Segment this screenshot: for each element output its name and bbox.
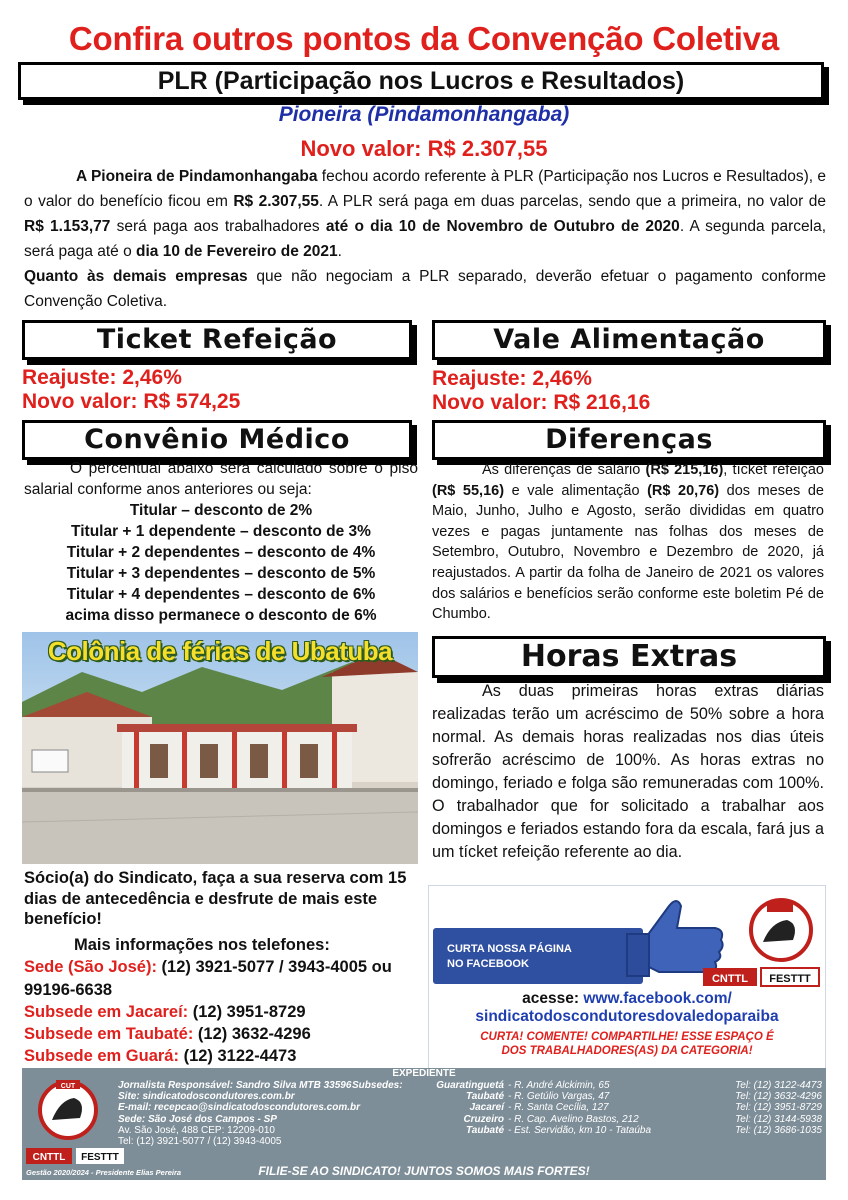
svg-text:FESTTT: FESTTT (81, 1152, 119, 1163)
svg-text:FESTTT: FESTTT (769, 973, 811, 985)
ticket-values (22, 366, 240, 414)
facebook-like-banner[interactable]: CURTA NOSSA PÁGINA NO FACEBOOK (433, 928, 643, 984)
socio-reserva-note: Sócio(a) do Sindicato, faça a sua reserva com 15 dias de antecedência e desfrute de mais este benefício! (24, 869, 407, 928)
subsede-row: Taubaté - R. Getúlio Vargas, 47 Tel: (12) 3632-4296 (466, 1091, 822, 1103)
colonia-caption: Colônia de férias de Ubatuba (47, 636, 393, 666)
footer-heading: EXPEDIENTE (392, 1068, 456, 1079)
subsedes-label: Subsedes: (352, 1080, 403, 1091)
footer-gestao: Gestão 2020/2024 - Presidente Elias Pereira (26, 1168, 182, 1177)
subsede-row: Cruzeiro - R. Cap. Avelino Bastos, 212 Tel: (12) 3144-5938 (463, 1113, 822, 1125)
union-logos (701, 896, 821, 992)
sindicato-logo (38, 1076, 98, 1144)
convenio-text (24, 458, 418, 626)
vale-alimentacao-title: Vale Alimentação (432, 320, 826, 360)
convenio-line: Titular + 2 dependentes – desconto de 4% (66, 544, 376, 561)
plr-section-title: PLR (Participação nos Lucros e Resultados) (18, 62, 824, 100)
convenio-line: Titular + 3 dependentes – desconto de 5% (66, 565, 376, 582)
horas-extras-title: Horas Extras (432, 636, 826, 678)
contact-taubate: Subsede em Taubaté: (12) 3632-4296 (24, 1025, 311, 1044)
ticket-reajuste: Reajuste: 2,46% (22, 366, 182, 389)
svg-text:CNTTL: CNTTL (711, 973, 749, 985)
subsede-row: Taubaté - Est. Servidão, km 10 - Tataúba Tel: (12) 3686-1035 (466, 1124, 822, 1136)
diferencas-title: Diferenças (432, 420, 826, 460)
diferencas-text: As diferenças de salário (R$ 215,16), tícket refeição (R$ 55,16) e vale alimentação (R$ 20,76) dos meses de Maio, Junho, Julho e Agosto, serão divididas em quatro vezes e pagas juntamente nas folhas dos meses de Setembro, Outubro, Novembro e Dezembro de 2020, já reajustados. A partir da folha de Janeiro de 2021 os valores dos salários e benefícios serão conforme este boletim Pé de Chumbo. (432, 462, 824, 623)
colonia-photo (22, 632, 418, 864)
vale-values (432, 367, 650, 415)
facebook-url[interactable]: acesse: www.facebook.com/ sindicatodoscondutoresdovaledoparaiba (475, 990, 779, 1025)
convenio-intro: O percentual abaixo será calculado sobre o piso salarial conforme anos anteriores ou seja: (24, 460, 418, 498)
svg-text:CNTTL: CNTTL (32, 1152, 66, 1163)
contact-guara: Subsede em Guará: (12) 3122-4473 (24, 1047, 297, 1066)
plr-company-name: Pioneira (Pindamonhangaba) (278, 103, 570, 126)
vale-reajuste: Reajuste: 2,46% (432, 367, 592, 390)
subsede-row: Jacareí - R. Santa Cecília, 127 Tel: (12) 3951-8729 (469, 1102, 822, 1114)
footer-badges (26, 1146, 126, 1166)
convenio-line: acima disso permanece o desconto de 6% (65, 607, 377, 624)
plr-text (24, 164, 826, 314)
contacts-heading: Mais informações nos telefones: (74, 936, 330, 954)
facebook-cta: CURTA! COMENTE! COMPARTILHE! ESSE ESPAÇO É DOS TRABALHADORES(AS) DA CATEGORIA! (480, 1031, 774, 1057)
vale-novo-valor: Novo valor: R$ 216,16 (432, 391, 651, 414)
contacts (24, 934, 422, 1068)
convenio-line: Titular + 1 dependente – desconto de 3% (71, 523, 371, 540)
footer-expediente (22, 1068, 826, 1180)
plr-new-value: Novo valor: R$ 2.307,55 (300, 136, 548, 161)
plr-paragraph-1: A Pioneira de Pindamonhangaba fechou acordo referente à PLR (Participação nos Lucros e Resultados), e o valor do benefício ficou em R$ 2.307,55. A PLR será paga em duas parcelas, sendo que a primeira, no valor de R$ 1.153,77 será paga aos trabalhadores até o dia 10 de Novembro de Outubro de 2020. A segunda parcela, será paga até o dia 10 de Fevereiro de 2021. (24, 168, 826, 260)
subsede-row: Guaratinguetá - R. André Alckimin, 65 Tel: (12) 3122-4473 (436, 1080, 822, 1091)
contact-jacarei: Subsede em Jacareí: (12) 3951-8729 (24, 1002, 306, 1021)
footer-left-info: Jornalista Responsável: Sandro Silva MTB 33596 Site: sindicatodoscondutores.com.br E-mail: recepcao@sindicatodoscondutores.com.br Sede: São José dos Campos - SP Av. São José, 488 CEP: 12209-010 Tel: (12) 3921-5077 / (12) 3943-4005 (118, 1080, 361, 1148)
convenio-line: Titular – desconto de 2% (129, 502, 313, 519)
plr-paragraph-2: Quanto às demais empresas que não negociam a PLR separado, deverão efetuar o pagamento conforme Convenção Coletiva. (24, 268, 826, 310)
contact-sede: Sede (São José): (12) 3921-5077 / 3943-4005 ou 99196-6638 (24, 958, 392, 999)
ticket-novo-valor: Novo valor: R$ 574,25 (22, 390, 241, 413)
cut-logo (767, 902, 793, 912)
facebook-promo (428, 885, 826, 1069)
convenio-medico-title: Convênio Médico (22, 420, 412, 460)
horas-extras-text: As duas primeiras horas extras diárias realizadas terão um acréscimo de 50% sobre a hora normal. As demais horas realizadas nos dias úteis sofrerão acréscimo de 100%. As horas extras no domingo, feriado e folga são remuneradas com 100%. O trabalhador que for solicitado a trabalhar aos domingos e feriados estando fora da escala, fará jus a um tícket refeição referente ao dia. (432, 682, 824, 861)
footer-slogan: FILIE-SE AO SINDICATO! JUNTOS SOMOS MAIS FORTES! (258, 1164, 590, 1178)
convenio-line: Titular + 4 dependentes – desconto de 6% (66, 586, 376, 603)
main-title: Confira outros pontos da Convenção Coletiva (68, 20, 780, 57)
ticket-refeicao-title: Ticket Refeição (22, 320, 412, 360)
svg-text:CUT: CUT (60, 1083, 76, 1090)
footer-subsedes (422, 1080, 826, 1136)
